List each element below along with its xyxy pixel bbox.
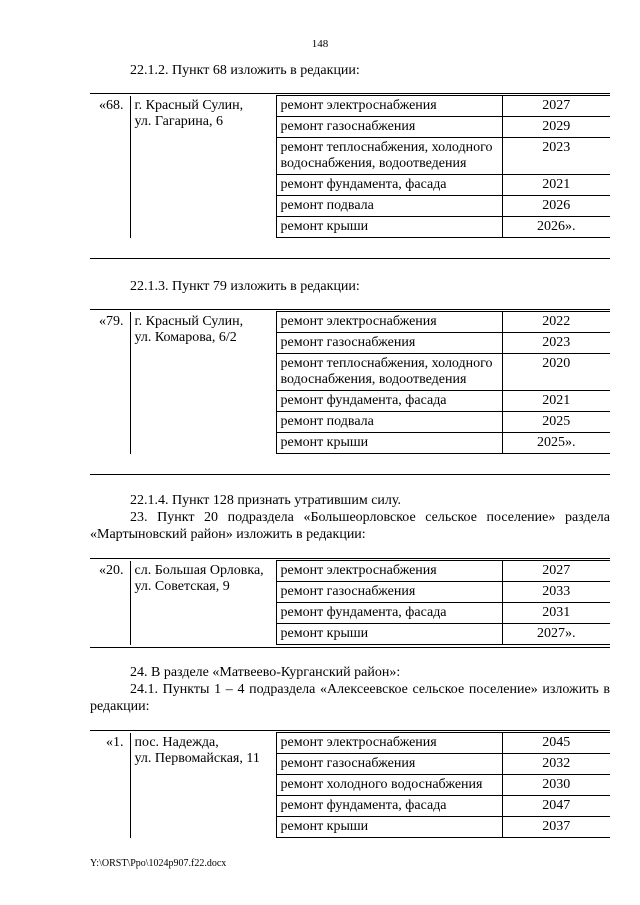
table-20-top-rule bbox=[90, 558, 610, 559]
work-type-cell: ремонт крыши bbox=[276, 433, 502, 454]
work-type-cell: ремонт холодного водоснабжения bbox=[276, 775, 502, 796]
item-number: «79. bbox=[90, 312, 130, 454]
work-type-cell: ремонт теплоснабжения, холодного водоснабжения, водоотведения bbox=[276, 138, 502, 175]
year-cell: 2025». bbox=[502, 433, 610, 454]
work-type-cell: ремонт фундамента, фасада bbox=[276, 391, 502, 412]
address-line: г. Красный Сулин, bbox=[134, 313, 244, 329]
work-type-cell: ремонт электроснабжения bbox=[276, 312, 502, 333]
work-type-cell: ремонт крыши bbox=[276, 817, 502, 838]
year-cell: 2022 bbox=[502, 312, 610, 333]
year-cell: 2023 bbox=[502, 333, 610, 354]
address-line: ул. Гагарина, 6 bbox=[134, 113, 223, 129]
address-line: сл. Большая Орловка, bbox=[134, 562, 264, 578]
year-cell: 2033 bbox=[502, 582, 610, 603]
table-item-20 bbox=[90, 560, 610, 645]
work-type-cell: ремонт электроснабжения bbox=[276, 733, 502, 754]
table-row bbox=[90, 733, 610, 754]
work-type-cell: ремонт фундамента, фасада bbox=[276, 603, 502, 624]
table-68-bottom-rule bbox=[90, 258, 610, 259]
year-cell: 2020 bbox=[502, 354, 610, 391]
work-type-cell: ремонт подвала bbox=[276, 196, 502, 217]
table-79-bottom-rule bbox=[90, 474, 610, 475]
year-cell: 2037 bbox=[502, 817, 610, 838]
paragraph-24-1: 24.1. Пункты 1 – 4 подраздела «Алексеевское сельское поселение» изложить в редакции: bbox=[90, 682, 610, 714]
work-type-cell: ремонт крыши bbox=[276, 624, 502, 645]
table-20-bottom-rule bbox=[90, 647, 610, 648]
year-cell: 2025 bbox=[502, 412, 610, 433]
year-cell: 2047 bbox=[502, 796, 610, 817]
address-line: пос. Надежда, bbox=[134, 734, 219, 750]
table-68-top-rule bbox=[90, 93, 610, 94]
table-item-68 bbox=[90, 95, 610, 238]
year-cell: 2026 bbox=[502, 196, 610, 217]
table-row bbox=[90, 561, 610, 582]
page-number: 148 bbox=[311, 38, 329, 50]
year-cell: 2045 bbox=[502, 733, 610, 754]
address-line: ул. Комарова, 6/2 bbox=[134, 329, 237, 345]
paragraph-22-1-4: 22.1.4. Пункт 128 признать утратившим силу. bbox=[130, 493, 401, 508]
table-row bbox=[90, 96, 610, 117]
work-type-cell: ремонт газоснабжения bbox=[276, 754, 502, 775]
year-cell: 2021 bbox=[502, 175, 610, 196]
table-row bbox=[90, 312, 610, 333]
year-cell: 2027 bbox=[502, 96, 610, 117]
work-type-cell: ремонт газоснабжения bbox=[276, 582, 502, 603]
address-cell bbox=[130, 733, 276, 838]
paragraph-24: 24. В разделе «Матвеево-Курганский район»: bbox=[130, 665, 401, 680]
table-item-79 bbox=[90, 311, 610, 454]
address-cell bbox=[130, 561, 276, 645]
year-cell: 2023 bbox=[502, 138, 610, 175]
item-number: «1. bbox=[90, 733, 130, 838]
section-heading-22-1-2: 22.1.2. Пункт 68 изложить в редакции: bbox=[130, 63, 360, 78]
work-type-cell: ремонт теплоснабжения, холодного водоснабжения, водоотведения bbox=[276, 354, 502, 391]
address-line: ул. Советская, 9 bbox=[134, 578, 230, 594]
work-type-cell: ремонт электроснабжения bbox=[276, 96, 502, 117]
address-cell bbox=[130, 312, 276, 454]
work-type-cell: ремонт газоснабжения bbox=[276, 117, 502, 138]
year-cell: 2030 bbox=[502, 775, 610, 796]
work-type-cell: ремонт подвала bbox=[276, 412, 502, 433]
section-heading-22-1-3: 22.1.3. Пункт 79 изложить в редакции: bbox=[130, 279, 360, 294]
work-type-cell: ремонт крыши bbox=[276, 217, 502, 238]
work-type-cell: ремонт электроснабжения bbox=[276, 561, 502, 582]
year-cell: 2021 bbox=[502, 391, 610, 412]
work-type-cell: ремонт газоснабжения bbox=[276, 333, 502, 354]
address-line: ул. Первомайская, 11 bbox=[134, 750, 260, 766]
address-line: г. Красный Сулин, bbox=[134, 97, 244, 113]
year-cell: 2032 bbox=[502, 754, 610, 775]
document-file-path: Y:\ORST\Ppo\1024p907.f22.docx bbox=[90, 858, 227, 869]
table-79-top-rule bbox=[90, 309, 610, 310]
work-type-cell: ремонт фундамента, фасада bbox=[276, 796, 502, 817]
table-item-1 bbox=[90, 732, 610, 838]
year-cell: 2027». bbox=[502, 624, 610, 645]
item-number: «68. bbox=[90, 96, 130, 238]
work-type-cell: ремонт фундамента, фасада bbox=[276, 175, 502, 196]
paragraph-23: 23. Пункт 20 подраздела «Большеорловское сельское поселение» раздела «Мартыновский район» изложить в редакции: bbox=[90, 510, 610, 542]
address-cell bbox=[130, 96, 276, 238]
table-1-top-rule bbox=[90, 730, 610, 731]
year-cell: 2027 bbox=[502, 561, 610, 582]
year-cell: 2026». bbox=[502, 217, 610, 238]
item-number: «20. bbox=[90, 561, 130, 645]
year-cell: 2031 bbox=[502, 603, 610, 624]
year-cell: 2029 bbox=[502, 117, 610, 138]
